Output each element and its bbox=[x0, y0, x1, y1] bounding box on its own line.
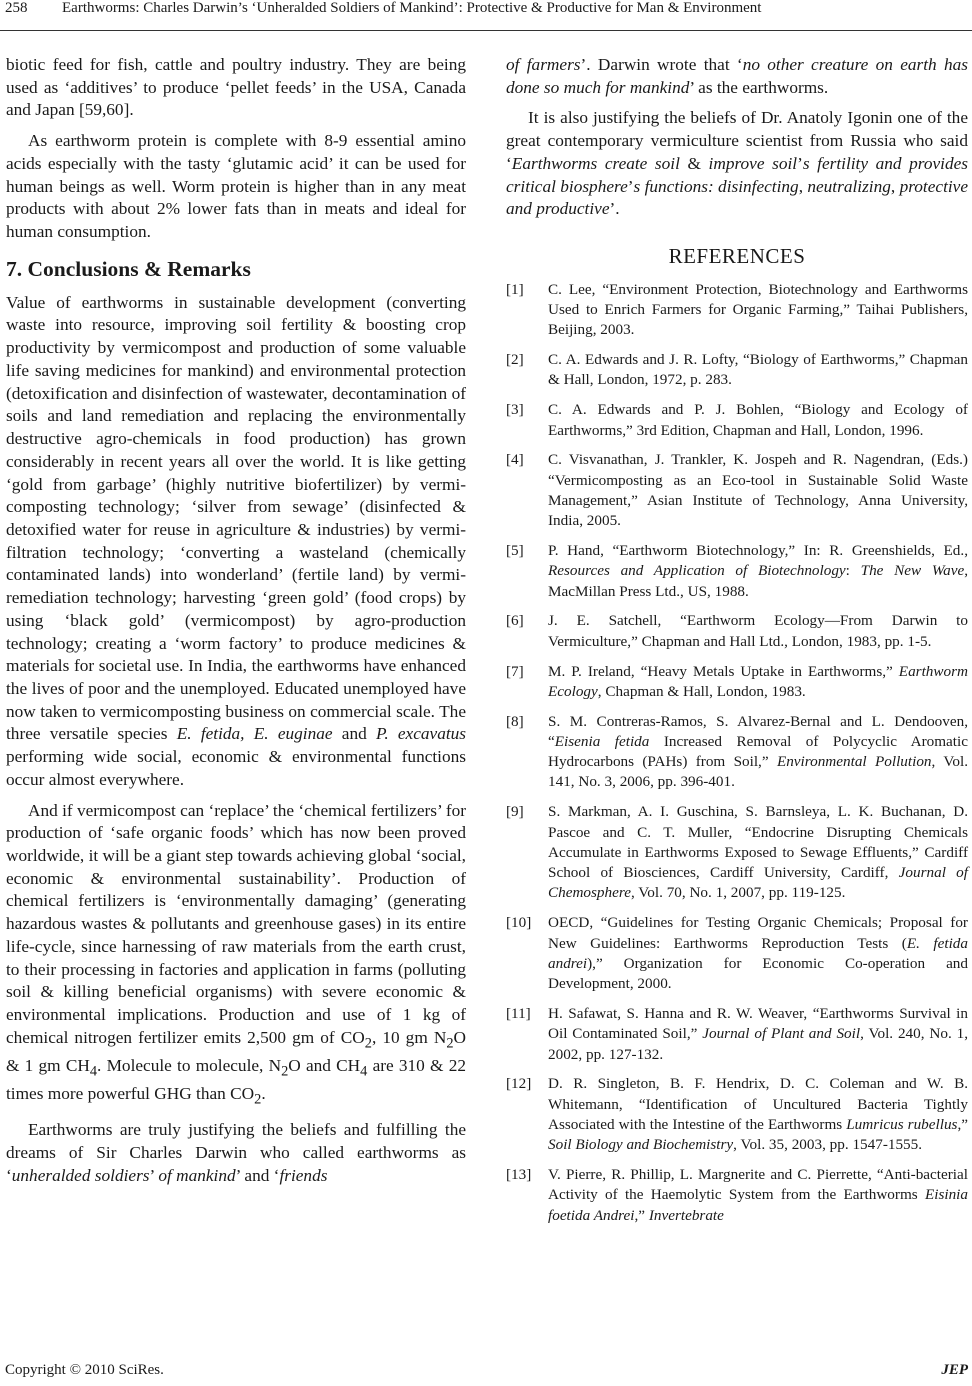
text-run: ,” bbox=[957, 1115, 968, 1133]
reference-number: [2] bbox=[506, 351, 524, 369]
reference-number: [13] bbox=[506, 1166, 532, 1184]
reference-text bbox=[548, 541, 968, 602]
italic-text: Environmental Pollution bbox=[776, 753, 932, 771]
text-run: and bbox=[341, 724, 367, 744]
paragraph bbox=[6, 1119, 466, 1187]
text-run: , Vol. 240, No. 1, 2002, pp. 127-132. bbox=[548, 1025, 969, 1063]
italic-text: Earthworms create soil bbox=[511, 153, 680, 173]
running-title: Earthworms: Charles Darwin’s ‘Unheralded Soldiers of Mankind’: Protective & Productive for Man & Environment bbox=[62, 0, 762, 16]
subscript: 2 bbox=[254, 1091, 262, 1108]
text-run: , MacMillan Press Ltd., US, 1988. bbox=[548, 562, 968, 600]
paragraph bbox=[506, 54, 968, 99]
paragraph bbox=[506, 107, 968, 221]
reference-number: [6] bbox=[506, 612, 524, 630]
italic-text: Eisenia fetida bbox=[554, 732, 650, 750]
text-run: are 310 & 22 times more powerful GHG than CO bbox=[6, 1055, 466, 1104]
reference-text: C. Visvanathan, J. Trankler, K. Jospeh and R. Nagendran, (Eds.) “Vermicomposting as an Eco-tool in Sustainable Solid Waste Management,” Asian Institute of Technology, Anna University, India, 2005. bbox=[548, 451, 968, 530]
text-run: O and CH bbox=[288, 1055, 361, 1075]
italic-text: The New Wave bbox=[860, 562, 965, 580]
text-run: S. Markman, A. I. Guschina, S. Barnsleya, L. K. Buchanan, D. Pascoe and C. T. Muller, “Endocrine Disrupting Chemicals Accumulate in Earthworms Exposed to Sewage Effluents,” Cardiff School of Biosciences, Cardiff University, Cardiff, bbox=[548, 803, 968, 882]
page-footer bbox=[0, 1362, 972, 1386]
subscript: 4 bbox=[89, 1063, 98, 1080]
reference-number: [8] bbox=[506, 712, 524, 730]
species-name: P. excavatus bbox=[376, 724, 467, 744]
reference-text bbox=[548, 913, 968, 994]
reference-item bbox=[506, 350, 968, 391]
text-run: ’ bbox=[149, 1165, 159, 1185]
italic-text: s functions: disinfecting bbox=[633, 176, 799, 196]
reference-text bbox=[548, 1074, 968, 1155]
italic-text: neutralizing bbox=[807, 176, 891, 196]
text-run: , bbox=[798, 176, 808, 196]
text-run: ’ bbox=[797, 153, 803, 173]
reference-item bbox=[506, 662, 968, 703]
subscript: 2 bbox=[281, 1063, 289, 1080]
italic-text: Journal of Chemosphere bbox=[548, 864, 968, 902]
italic-text: Earthworm Ecology bbox=[548, 662, 968, 700]
italic-text: Invertebrate bbox=[648, 1206, 724, 1224]
text-run: , bbox=[890, 176, 900, 196]
reference-text bbox=[548, 802, 968, 903]
paragraph bbox=[6, 800, 466, 1112]
copyright-notice: Copyright © 2010 SciRes. bbox=[5, 1362, 164, 1378]
text-run: S. M. Contreras-Ramos, S. Alvarez-Bernal and L. Dendooven, “ bbox=[548, 712, 968, 750]
reference-text bbox=[548, 662, 968, 703]
reference-item bbox=[506, 802, 968, 903]
italic-text: Lumricus rubellus bbox=[846, 1115, 958, 1133]
reference-item bbox=[506, 1074, 968, 1155]
text-run: , Chapman & Hall, London, 1983. bbox=[597, 682, 806, 700]
text-run: , Vol. 35, 2003, pp. 1547-1555. bbox=[733, 1136, 923, 1154]
reference-item bbox=[506, 712, 968, 793]
reference-text: C. A. Edwards and J. R. Lofty, “Biology of Earthworms,” Chapman & Hall, London, 1972, p. 283. bbox=[548, 351, 968, 389]
reference-list bbox=[506, 280, 968, 1226]
text-run: It is also justifying the beliefs of Dr. Anatoly Igonin one of the great contemporary vermiculture scientist from Russia who said ‘ bbox=[506, 108, 968, 173]
reference-number: [12] bbox=[506, 1075, 532, 1093]
reference-text: J. E. Satchell, “Earthworm Ecology—From Darwin to Vermiculture,” Chapman and Hall Ltd., London, 1983, pp. 1-5. bbox=[548, 612, 968, 650]
italic-text: Soil Biology and Biochemistry bbox=[548, 1136, 734, 1154]
reference-item bbox=[506, 280, 968, 341]
page-header bbox=[0, 0, 972, 31]
text-run: V. Pierre, R. Phillip, L. Margnerite and C. Pierrette, “Anti-bacterial Activity of the Haemolytic System from the Earthworms bbox=[548, 1166, 968, 1204]
italic-text: E. fetida andrei bbox=[548, 934, 968, 972]
reference-number: [1] bbox=[506, 280, 524, 298]
text-run: OECD, “Guidelines for Testing Organic Chemicals; Proposal for New Guidelines: Earthworms Reproduction Tests ( bbox=[548, 914, 968, 952]
reference-number: [9] bbox=[506, 803, 524, 821]
reference-item bbox=[506, 611, 968, 652]
right-column bbox=[506, 54, 968, 1235]
subscript: 2 bbox=[364, 1035, 372, 1052]
section-heading: 7. Conclusions & Remarks bbox=[6, 256, 251, 281]
paragraph: As earthworm protein is complete with 8-9 essential amino acids especially with the tasty ‘glutamic acid’ it can be used for human beings as well. Worm protein is higher than in any meat products with about 2% lower fats than in meats and ideal for human consumption. bbox=[6, 131, 466, 242]
reference-number: [3] bbox=[506, 401, 524, 419]
reference-number: [5] bbox=[506, 542, 524, 560]
italic-text: of farmers bbox=[506, 55, 581, 74]
reference-number: [7] bbox=[506, 662, 524, 680]
reference-text bbox=[548, 1165, 968, 1226]
text-run: M. P. Ireland, “Heavy Metals Uptake in Earthworms,” bbox=[548, 662, 899, 680]
text-run: And if vermicompost can ‘replace’ the ‘chemical fertilizers’ for production of ‘safe organic foods’ which has now been proved worldwide, it will be a giant step towards achieving global ‘social, economic & environmental sustainability’. Production of chemical fertilizers is ‘environmentally damaging’ (generating hazardous wastes & pollutants and greenhouse gases) in its entire life-cycle, since harnessing of raw materials from the earth crust, to their processing in factories and application in farms (polluting soil & killing beneficial organisms) with severe economic & environmental implications. Production and use of 1 kg of chemical nitrogen fertilizer emits 2,500 gm of CO bbox=[6, 800, 466, 1047]
reference-item bbox=[506, 450, 968, 531]
text-run: ),” Organization for Economic Co-operation and Development, 2000. bbox=[548, 954, 968, 993]
italic-text: Eisinia foetida Andrei bbox=[548, 1186, 968, 1224]
journal-abbreviation: JEP bbox=[941, 1362, 968, 1378]
species-name: E. fetida, E. euginae bbox=[176, 724, 333, 744]
text-run: ’ and ‘ bbox=[235, 1165, 280, 1185]
text-run: & bbox=[679, 153, 709, 173]
text-run: ’. Darwin wrote that ‘ bbox=[580, 55, 743, 74]
text-run: P. Hand, “Earthworm Biotechnology,” In: R. Greenshields, Ed., bbox=[548, 542, 968, 560]
reference-item bbox=[506, 913, 968, 994]
italic-text: friends bbox=[279, 1165, 328, 1185]
italic-text: s fertility and provides critical biosphere bbox=[506, 153, 968, 196]
text-run: . Molecule to molecule, N bbox=[97, 1055, 282, 1075]
text-run: ’ bbox=[627, 176, 634, 196]
italic-text: protective and productive bbox=[506, 176, 969, 219]
reference-text: C. Lee, “Environment Protection, Biotechnology and Earthworms Used to Enrich Farmers for Organic Farming,” Taihai Publishers, Beijing, 2003. bbox=[548, 280, 968, 339]
text-run: performing wide social, economic & environmental functions occur almost everywhere. bbox=[6, 747, 466, 789]
text-run: O & 1 gm CH bbox=[6, 1027, 466, 1075]
reference-item bbox=[506, 1165, 968, 1226]
text-run: H. Safawat, S. Hanna and R. W. Weaver, “Earthworms Survival in Oil Contaminated Soil,” bbox=[548, 1004, 968, 1043]
paragraph bbox=[6, 292, 466, 792]
references-heading: REFERENCES bbox=[668, 244, 806, 269]
text-run: , 10 gm N bbox=[371, 1027, 447, 1047]
text-run: , Vol. 141, No. 3, 2006, pp. 396-401. bbox=[548, 753, 968, 791]
left-column bbox=[6, 54, 466, 1187]
text-run: Increased Removal of Polycyclic Aromatic Hydrocarbons (PAHs) from Soil,” bbox=[548, 732, 968, 771]
reference-number: [4] bbox=[506, 451, 524, 469]
text-run: ’. bbox=[609, 199, 620, 219]
reference-item bbox=[506, 1004, 968, 1065]
reference-text: C. A. Edwards and P. J. Bohlen, “Biology and Ecology of Earthworms,” 3rd Edition, Chapman and Hall, London, 1996. bbox=[548, 401, 968, 439]
text-run: Value of earthworms in sustainable development (converting waste into resource, improving soil fertility & boosting crop productivity by vermicompost and production of some valuable life saving medicines for mankind) and environmental protection (detoxification and disinfection of wastewater, decontamination of soils and land remediation and replacing the environmentally destructive agro-chemicals in food production) has grown considerably in recent years all over the world. It is like getting ‘gold from garbage’ (highly nutritive biofertilizer) by vermi-composting technology; ‘silver from sewage’ (disinfected & detoxified water for reuse in agriculture & industries) by vermi-filtration technology; ‘converting a wasteland (chemically contaminated lands) into wonderland’ (fertile land) by vermi-remediation technology; harvesting ‘green gold’ (food crops) by using ‘black gold’ (vermicompost) by agro-production technology; creating a ‘worm factory’ to produce medicines & materials for societal use. In India, the earthworms have enhanced the lives of poor and the unemployed. Educated unemployed have now taken to vermicomposting business on commercial scale. The three versatile species bbox=[6, 292, 466, 744]
text-run: : bbox=[845, 562, 861, 580]
text-run: D. R. Singleton, B. F. Hendrix, D. C. Coleman and W. B. Whitemann, “Identification of Uncultured Bacteria Tightly Associated with the Intestine of the Earthworms bbox=[548, 1075, 968, 1133]
reference-number: [10] bbox=[506, 914, 532, 932]
reference-item bbox=[506, 541, 968, 602]
subscript: 4 bbox=[360, 1063, 368, 1080]
paragraph: biotic feed for fish, cattle and poultry industry. They are being used as ‘additives’ to produce ‘pellet feeds’ in the USA, Canada and Japan [59,60]. bbox=[6, 55, 466, 120]
italic-text: Journal of Plant and Soil bbox=[702, 1025, 861, 1043]
italic-text: Resources and Application of Biotechnology bbox=[548, 562, 846, 580]
text-run: Earthworms are truly justifying the beliefs and fulfilling the dreams of Sir Charles Darwin who called earthworms as ‘ bbox=[6, 1120, 466, 1185]
reference-number: [11] bbox=[506, 1004, 531, 1022]
subscript: 2 bbox=[446, 1035, 454, 1052]
italic-text: of mankind bbox=[158, 1165, 236, 1185]
text-run: ,” bbox=[634, 1206, 649, 1224]
reference-text bbox=[548, 712, 968, 793]
italic-text: improve soil bbox=[708, 153, 798, 173]
page-number: 258 bbox=[5, 0, 28, 16]
text-run: , Vol. 70, No. 1, 2007, pp. 119-125. bbox=[630, 884, 846, 902]
reference-item bbox=[506, 400, 968, 441]
italic-text: no other creature on earth has done so much for mankind bbox=[506, 55, 969, 97]
reference-text bbox=[548, 1004, 968, 1065]
text-run: . bbox=[261, 1084, 266, 1104]
italic-text: unheralded soldiers bbox=[11, 1165, 150, 1185]
text-run: ’ as the earthworms. bbox=[689, 77, 829, 97]
